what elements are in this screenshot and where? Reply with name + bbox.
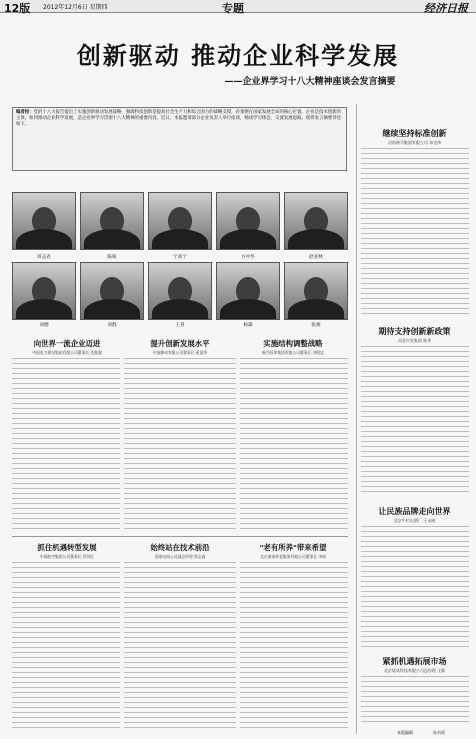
page-header-bar: [0, 0, 476, 13]
article-title: 向世界一流企业迈进: [33, 339, 101, 348]
portrait-photo: [284, 192, 348, 250]
portrait-photo: [148, 192, 212, 250]
editor-note-box: [12, 107, 347, 171]
sidebar-column: [356, 104, 472, 734]
article-author: 中国电力建设集团有限公司董事长 范集湘: [32, 350, 102, 355]
editor-name: 孙书瑶: [433, 730, 445, 735]
article-title: "老有所养"带来希望: [259, 543, 327, 552]
newspaper-brand: 经济日报: [424, 2, 468, 15]
photo-caption: 杨霖: [243, 323, 253, 328]
article-author: 中国航空集团公司董事长 蔡剑江: [39, 554, 95, 559]
section-divider: [12, 536, 348, 537]
main-headline: 创新驱动 推动企业科学发展: [76, 41, 400, 70]
article-author: 北京康泰养老服务有限公司董事长 李琦: [260, 554, 326, 559]
article-title: 始终站在技术前沿: [150, 543, 210, 552]
editor-note-text: 党的十八大报告提出了实施创新驱动发展战略，强调科技创新是提高社会生产力和综合国力的战略支撑，必须摆在国家发展全局的核心位置。企业是技术创新的主体，如何推动企业科学发展，是企业界学习贯彻十八大精神的重要内容。近日，本报邀请部分企业负责人举行座谈，畅谈学习体会，交流发展思路。现将发言摘要刊登如下。: [16, 110, 341, 128]
photo-caption: 刘德: [39, 323, 49, 328]
portrait-photo: [284, 262, 348, 320]
sidebar-title: 期待支持创新新政策: [378, 327, 451, 336]
article-title: 提升创新发展水平: [150, 339, 210, 348]
article-title: 抓住机遇转型发展: [37, 543, 97, 552]
portrait-photo: [80, 192, 144, 250]
sidebar-title: 继续坚持标准创新: [382, 129, 447, 138]
article-body: [12, 358, 120, 533]
article-body: [240, 358, 348, 533]
article-author: 国家电网公司副总经理 郑宝森: [154, 554, 206, 559]
photo-caption: 王青: [175, 323, 185, 328]
article-title: 实施结构调整战略: [263, 339, 323, 348]
photo-caption: 陈锐: [107, 255, 117, 260]
article-body: [124, 562, 236, 732]
editor-note-label: 编者按：: [16, 110, 34, 115]
photo-caption: 刘群: [107, 323, 117, 328]
sidebar-title: 紧抓机遇拓展市场: [382, 657, 447, 666]
portrait-photo: [148, 262, 212, 320]
main-subheadline: ——企业界学习十八大精神座谈会发言摘要: [224, 77, 396, 87]
portrait-photo: [216, 192, 280, 250]
article-body: [12, 562, 120, 732]
sidebar-author: 北京晨风科技有限公司总经理 王敏: [383, 668, 446, 673]
article-body: [240, 562, 348, 732]
article-body: [124, 358, 236, 533]
photo-caption: 蒋志君: [37, 255, 51, 260]
article-author: 中国移动有限公司董事长 奚国华: [152, 350, 208, 355]
sidebar-author: 北京牛栏山酒厂 王永刚: [393, 518, 436, 523]
sidebar-body: [361, 526, 469, 648]
article-author: 新兴际华集团有限公司董事长 刘明忠: [262, 350, 324, 355]
section-topic: 专题: [222, 2, 244, 15]
page-number: 12版: [4, 2, 31, 15]
sidebar-author: 河北兴发集团 陈华: [397, 338, 432, 343]
photo-caption: 方中华: [241, 255, 255, 260]
sidebar-body: [361, 346, 469, 496]
portrait-photo: [12, 192, 76, 250]
portrait-photo: [12, 262, 76, 320]
photo-caption: 赵亚林: [309, 255, 323, 260]
sidebar-author: 河南神马集团有限公司 邓光伟: [387, 140, 442, 145]
sidebar-body: [361, 676, 469, 722]
photo-caption: 张俊: [311, 323, 321, 328]
portrait-photo: [80, 262, 144, 320]
portrait-photo: [216, 262, 280, 320]
photo-caption: 宁高宁: [173, 255, 187, 260]
editor-label: 本版编辑: [397, 730, 413, 735]
sidebar-body: [361, 148, 469, 318]
issue-date: 2012年12月6日 星期四: [43, 4, 108, 11]
sidebar-title: 让民族品牌走向世界: [378, 507, 451, 516]
